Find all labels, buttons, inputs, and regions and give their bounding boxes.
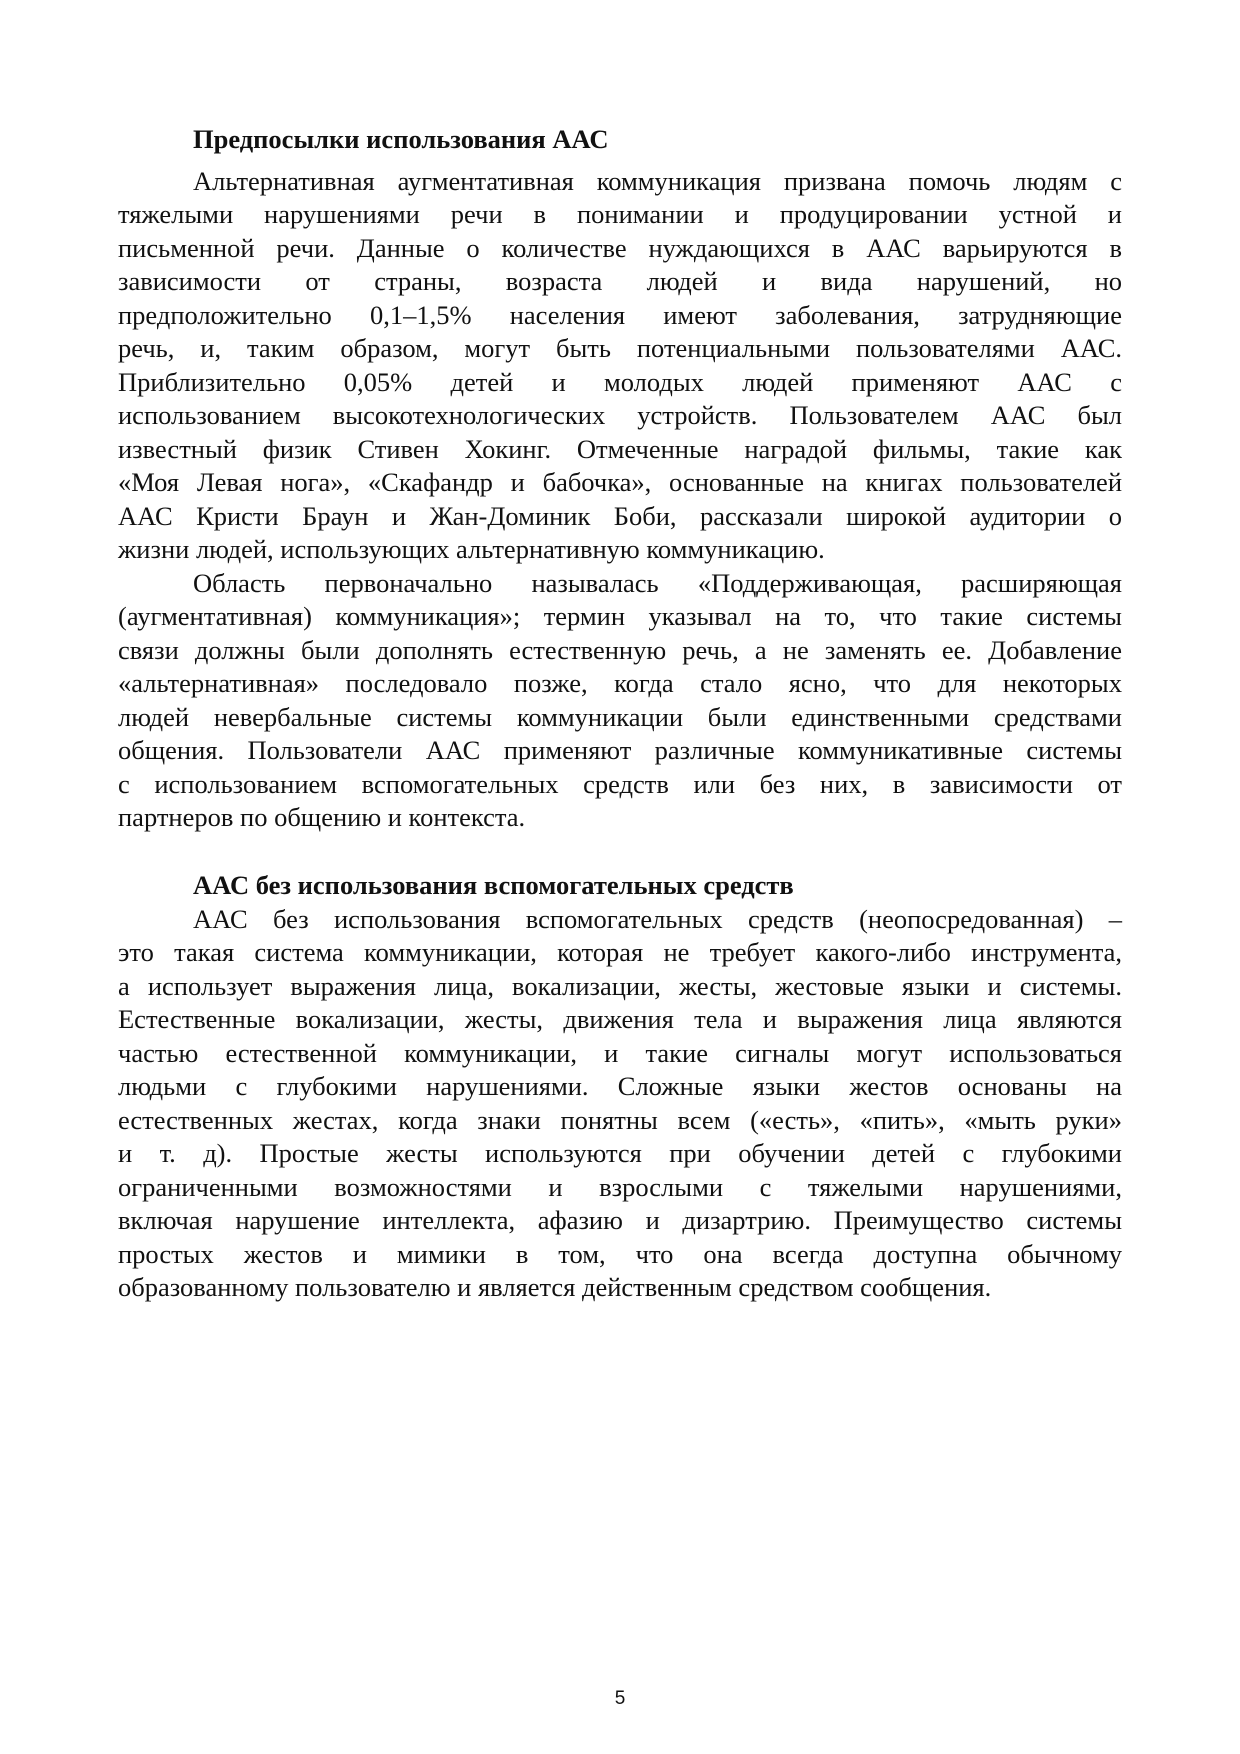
section-heading: Предпосылки использования ААС: [193, 124, 609, 154]
text-line: естественных жестах, когда знаки понятны всем («есть», «пить», «мыть руки»: [118, 1104, 1122, 1135]
section-unaided-aac: [118, 869, 1122, 1305]
text-line: ААС Кристи Браун и Жан-Доминик Боби, рассказали широкой аудитории о: [118, 500, 1122, 531]
text-line: людьми с глубокими нарушениями. Сложные языки жестов основаны на: [118, 1071, 1122, 1101]
text-line: использованием высокотехнологических устройств. Пользователем ААС был: [118, 400, 1122, 430]
text-line: связи должны были дополнять естественную речь, а не заменять ее. Добавление: [118, 634, 1122, 665]
section-prerequisites: [118, 123, 1122, 835]
paragraph: [118, 903, 1122, 1305]
text-line: зависимости от страны, возраста людей и вида нарушений, но: [118, 266, 1122, 296]
text-line: ААС без использования вспомогательных средств (неопосредованная) –: [193, 903, 1122, 934]
text-line: частью естественной коммуникации, и такие сигналы могут использоваться: [118, 1037, 1122, 1068]
text-line: речь, и, таким образом, могут быть потенциальными пользователями ААС.: [118, 333, 1122, 363]
text-line: образованному пользователю и является действенным средством сообщения.: [118, 1272, 992, 1302]
text-line: включая нарушение интеллекта, афазию и дизартрию. Преимущество системы: [118, 1205, 1122, 1235]
text-line: партнеров по общению и контекста.: [118, 802, 526, 832]
text-line: тяжелыми нарушениями речи в понимании и продуцировании устной и: [118, 199, 1122, 229]
text-line: «альтернативная» последовало позже, когда стало ясно, что для некоторых: [118, 668, 1122, 698]
paragraph: [118, 567, 1122, 835]
text-line: а использует выражения лица, вокализации, жесты, жестовые языки и системы.: [118, 970, 1122, 1001]
text-line: жизни людей, использующих альтернативную коммуникацию.: [118, 534, 825, 564]
text-line: простых жестов и мимики в том, что она всегда доступна обычному: [118, 1238, 1122, 1269]
paragraph: [118, 165, 1122, 567]
text-line: общения. Пользователи ААС применяют различные коммуникативные системы: [118, 735, 1122, 765]
text-line: письменной речи. Данные о количестве нуждающихся в ААС варьируются в: [118, 232, 1122, 263]
text-line: с использованием вспомогательных средств или без них, в зависимости от: [118, 768, 1122, 799]
text-line: это такая система коммуникации, которая не требует какого-либо инструмента,: [118, 937, 1122, 967]
text-line: и т. д). Простые жесты используются при обучении детей с глубокими: [118, 1138, 1122, 1168]
section-heading: ААС без использования вспомогательных средств: [193, 870, 794, 900]
text-line: «Моя Левая нога», «Скафандр и бабочка», основанные на книгах пользователей: [118, 467, 1122, 497]
text-line: известный физик Стивен Хокинг. Отмеченные наградой фильмы, такие как: [118, 433, 1122, 464]
text-line: (аугментативная) коммуникация»; термин указывал на то, что такие системы: [118, 601, 1122, 631]
text-line: Область первоначально называлась «Поддерживающая, расширяющая: [193, 567, 1122, 598]
text-line: Естественные вокализации, жесты, движения тела и выражения лица являются: [118, 1004, 1122, 1034]
page-number: 5: [614, 1688, 626, 1709]
text-line: людей невербальные системы коммуникации были единственными средствами: [118, 701, 1122, 732]
text-line: ограниченными возможностями и взрослыми с тяжелыми нарушениями,: [118, 1171, 1122, 1202]
text-line: предположительно 0,1–1,5% населения имеют заболевания, затрудняющие: [118, 299, 1122, 330]
text-line: Альтернативная аугментативная коммуникация призвана помочь людям с: [193, 165, 1122, 196]
text-line: Приблизительно 0,05% детей и молодых людей применяют ААС с: [118, 366, 1122, 397]
